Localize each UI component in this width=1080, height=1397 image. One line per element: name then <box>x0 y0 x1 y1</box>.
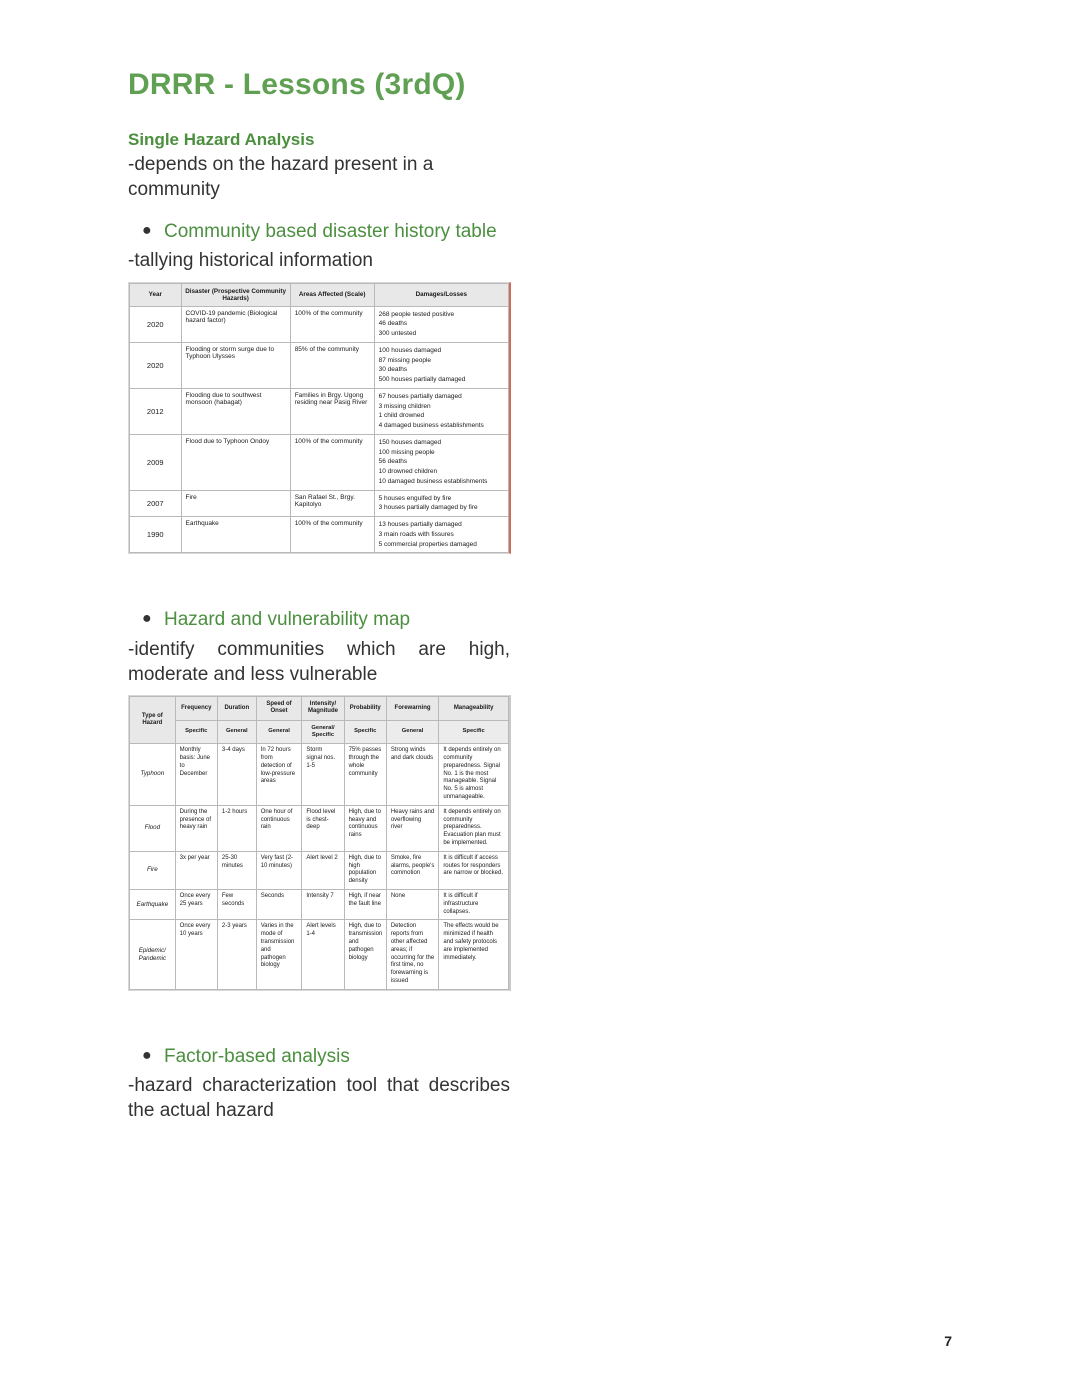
page-number: 7 <box>944 1333 952 1349</box>
page-title: DRRR - Lessons (3rdQ) <box>128 68 466 101</box>
cell-intensity: Intensity 7 <box>302 889 344 919</box>
table-row <box>130 342 509 388</box>
cell-duration: 1-2 hours <box>217 805 256 851</box>
cell-disaster: Fire <box>181 490 290 517</box>
col-frequency: Frequency <box>175 696 217 720</box>
bullet-note-2: -identify communities which are high, moderate and less vulnerable <box>128 638 510 685</box>
cell-year: 1990 <box>130 517 182 553</box>
cell-frequency: Once every 25 years <box>175 889 217 919</box>
cell-duration: 3-4 days <box>217 744 256 806</box>
table-row <box>130 490 509 517</box>
cell-forewarning: Detection reports from other affected areas; if occurring for the first time, no forewarning is issued <box>386 920 439 989</box>
bullet-dot-icon: ● <box>142 222 152 240</box>
bullet-label: Community based disaster history table <box>164 221 497 243</box>
section-heading: Single Hazard Analysis <box>128 130 315 149</box>
bullet-item-hazard-vulnerability-map <box>142 608 516 632</box>
cell-speed-of-onset: Seconds <box>256 889 302 919</box>
table-header-row <box>130 696 509 720</box>
cell-year: 2009 <box>130 434 182 490</box>
col-disaster: Disaster (Prospective Community Hazards) <box>181 283 290 306</box>
table-row <box>130 434 509 490</box>
cell-damages-losses: 67 houses partially damaged 3 missing children 1 child drowned 4 damaged business establishments <box>374 388 508 434</box>
cell-probability: High, if near the fault line <box>344 889 386 919</box>
bullet-label: Factor-based analysis <box>164 1045 350 1067</box>
cell-damages-losses: 150 houses damaged 100 missing people 56 deaths 10 drowned children 10 damaged business establishments <box>374 434 508 490</box>
col-areas: Areas Affected (Scale) <box>290 283 374 306</box>
cell-speed-of-onset: Very fast (2-10 minutes) <box>256 851 302 889</box>
table-row <box>130 388 509 434</box>
cell-intensity: Storm signal nos. 1-5 <box>302 744 344 806</box>
disaster-history-table-image <box>128 282 511 555</box>
cell-probability: High, due to high population density <box>344 851 386 889</box>
cell-year: 2007 <box>130 490 182 517</box>
table-row <box>130 920 509 989</box>
bullet-item-community-history-table <box>142 220 516 244</box>
sub-frequency: Specific <box>175 720 217 743</box>
cell-frequency: Monthly basis: June to December <box>175 744 217 806</box>
cell-forewarning: Heavy rains and overflowing river <box>386 805 439 851</box>
col-speed-of-onset: Speed of Onset <box>256 696 302 720</box>
section-intro-text: -depends on the hazard present in a community <box>128 154 434 201</box>
disaster-history-table <box>129 283 509 554</box>
cell-intensity: Alert levels 1-4 <box>302 920 344 989</box>
cell-type-of-hazard: Fire <box>130 851 176 889</box>
cell-intensity: Alert level 2 <box>302 851 344 889</box>
cell-areas-affected: 100% of the community <box>290 434 374 490</box>
cell-damages-losses: 268 people tested positive 46 deaths 300 untested <box>374 306 508 342</box>
cell-manageability: It is difficult if access routes for responders are narrow or blocked. <box>439 851 509 889</box>
hazard-vulnerability-table-image <box>128 695 511 991</box>
cell-areas-affected: San Rafael St., Brgy. Kapitolyo <box>290 490 374 517</box>
col-duration: Duration <box>217 696 256 720</box>
cell-probability: 75% passes through the whole community <box>344 744 386 806</box>
bullet-list-3 <box>128 1045 952 1069</box>
cell-manageability: It depends entirely on community preparedness. Evacuation plan must be implemented. <box>439 805 509 851</box>
bullet-label: Hazard and vulnerability map <box>164 609 411 631</box>
cell-type-of-hazard: Flood <box>130 805 176 851</box>
col-intensity-magnitude: Intensity/ Magnitude <box>302 696 344 720</box>
cell-disaster: Flooding due to southwest monsoon (habagat) <box>181 388 290 434</box>
sub-manageability: Specific <box>439 720 509 743</box>
col-type-of-hazard: Type of Hazard <box>130 696 176 743</box>
table-header-row <box>130 283 509 306</box>
cell-damages-losses: 100 houses damaged 87 missing people 30 deaths 500 houses partially damaged <box>374 342 508 388</box>
cell-disaster: Earthquake <box>181 517 290 553</box>
cell-forewarning: Smoke, fire alarms, people's commotion <box>386 851 439 889</box>
cell-speed-of-onset: Varies in the mode of transmission and pathogen biology <box>256 920 302 989</box>
cell-duration: 25-30 minutes <box>217 851 256 889</box>
cell-frequency: 3x per year <box>175 851 217 889</box>
table-row <box>130 306 509 342</box>
col-probability: Probability <box>344 696 386 720</box>
cell-probability: High, due to heavy and continuous rains <box>344 805 386 851</box>
cell-areas-affected: 100% of the community <box>290 306 374 342</box>
sub-duration: General <box>217 720 256 743</box>
cell-frequency: During the presence of heavy rain <box>175 805 217 851</box>
cell-duration: 2-3 years <box>217 920 256 989</box>
sub-forewarning: General <box>386 720 439 743</box>
col-forewarning: Forewarning <box>386 696 439 720</box>
cell-damages-losses: 5 houses engulfed by fire 3 houses partially damaged by fire <box>374 490 508 517</box>
table-subheader-row <box>130 720 509 743</box>
cell-probability: High, due to transmission and pathogen biology <box>344 920 386 989</box>
col-damages: Damages/Losses <box>374 283 508 306</box>
cell-areas-affected: 85% of the community <box>290 342 374 388</box>
cell-frequency: Once every 10 years <box>175 920 217 989</box>
bullet-note-3: -hazard characterization tool that describes the actual hazard <box>128 1075 510 1122</box>
cell-areas-affected: Families in Brgy. Ugong residing near Pasig River <box>290 388 374 434</box>
col-year: Year <box>130 283 182 306</box>
cell-disaster: COVID-19 pandemic (Biological hazard factor) <box>181 306 290 342</box>
bullet-dot-icon: ● <box>142 610 152 628</box>
sub-speed: General <box>256 720 302 743</box>
table-row <box>130 889 509 919</box>
cell-year: 2012 <box>130 388 182 434</box>
sub-probability: Specific <box>344 720 386 743</box>
cell-intensity: Flood level is chest-deep <box>302 805 344 851</box>
cell-manageability: The effects would be minimized if health and safety protocols are implemented immediately. <box>439 920 509 989</box>
hazard-vulnerability-table <box>129 696 509 990</box>
cell-manageability: It is difficult if infrastructure collapses. <box>439 889 509 919</box>
bullet-dot-icon: ● <box>142 1046 152 1064</box>
cell-type-of-hazard: Epidemic/ Pandemic <box>130 920 176 989</box>
cell-forewarning: Strong winds and dark clouds <box>386 744 439 806</box>
bullet-item-factor-based-analysis <box>142 1045 516 1069</box>
cell-forewarning: None <box>386 889 439 919</box>
cell-type-of-hazard: Typhoon <box>130 744 176 806</box>
cell-year: 2020 <box>130 342 182 388</box>
cell-duration: Few seconds <box>217 889 256 919</box>
cell-disaster: Flood due to Typhoon Ondoy <box>181 434 290 490</box>
bullet-note-1: -tallying historical information <box>128 250 373 272</box>
table-row <box>130 744 509 806</box>
cell-year: 2020 <box>130 306 182 342</box>
table-row <box>130 851 509 889</box>
cell-speed-of-onset: In 72 hours from detection of low-pressure areas <box>256 744 302 806</box>
sub-intensity: General/ Specific <box>302 720 344 743</box>
table-row <box>130 517 509 553</box>
bullet-list-1 <box>128 220 952 244</box>
cell-speed-of-onset: One hour of continuous rain <box>256 805 302 851</box>
col-manageability: Manageability <box>439 696 509 720</box>
cell-damages-losses: 13 houses partially damaged 3 main roads with fissures 5 commercial properties damaged <box>374 517 508 553</box>
cell-disaster: Flooding or storm surge due to Typhoon Ulysses <box>181 342 290 388</box>
bullet-list-2 <box>128 608 952 632</box>
cell-type-of-hazard: Earthquake <box>130 889 176 919</box>
table-row <box>130 805 509 851</box>
cell-manageability: It depends entirely on community preparedness. Signal No. 1 is the most manageable. Signal No. 5 is almost unmanageable. <box>439 744 509 806</box>
cell-areas-affected: 100% of the community <box>290 517 374 553</box>
